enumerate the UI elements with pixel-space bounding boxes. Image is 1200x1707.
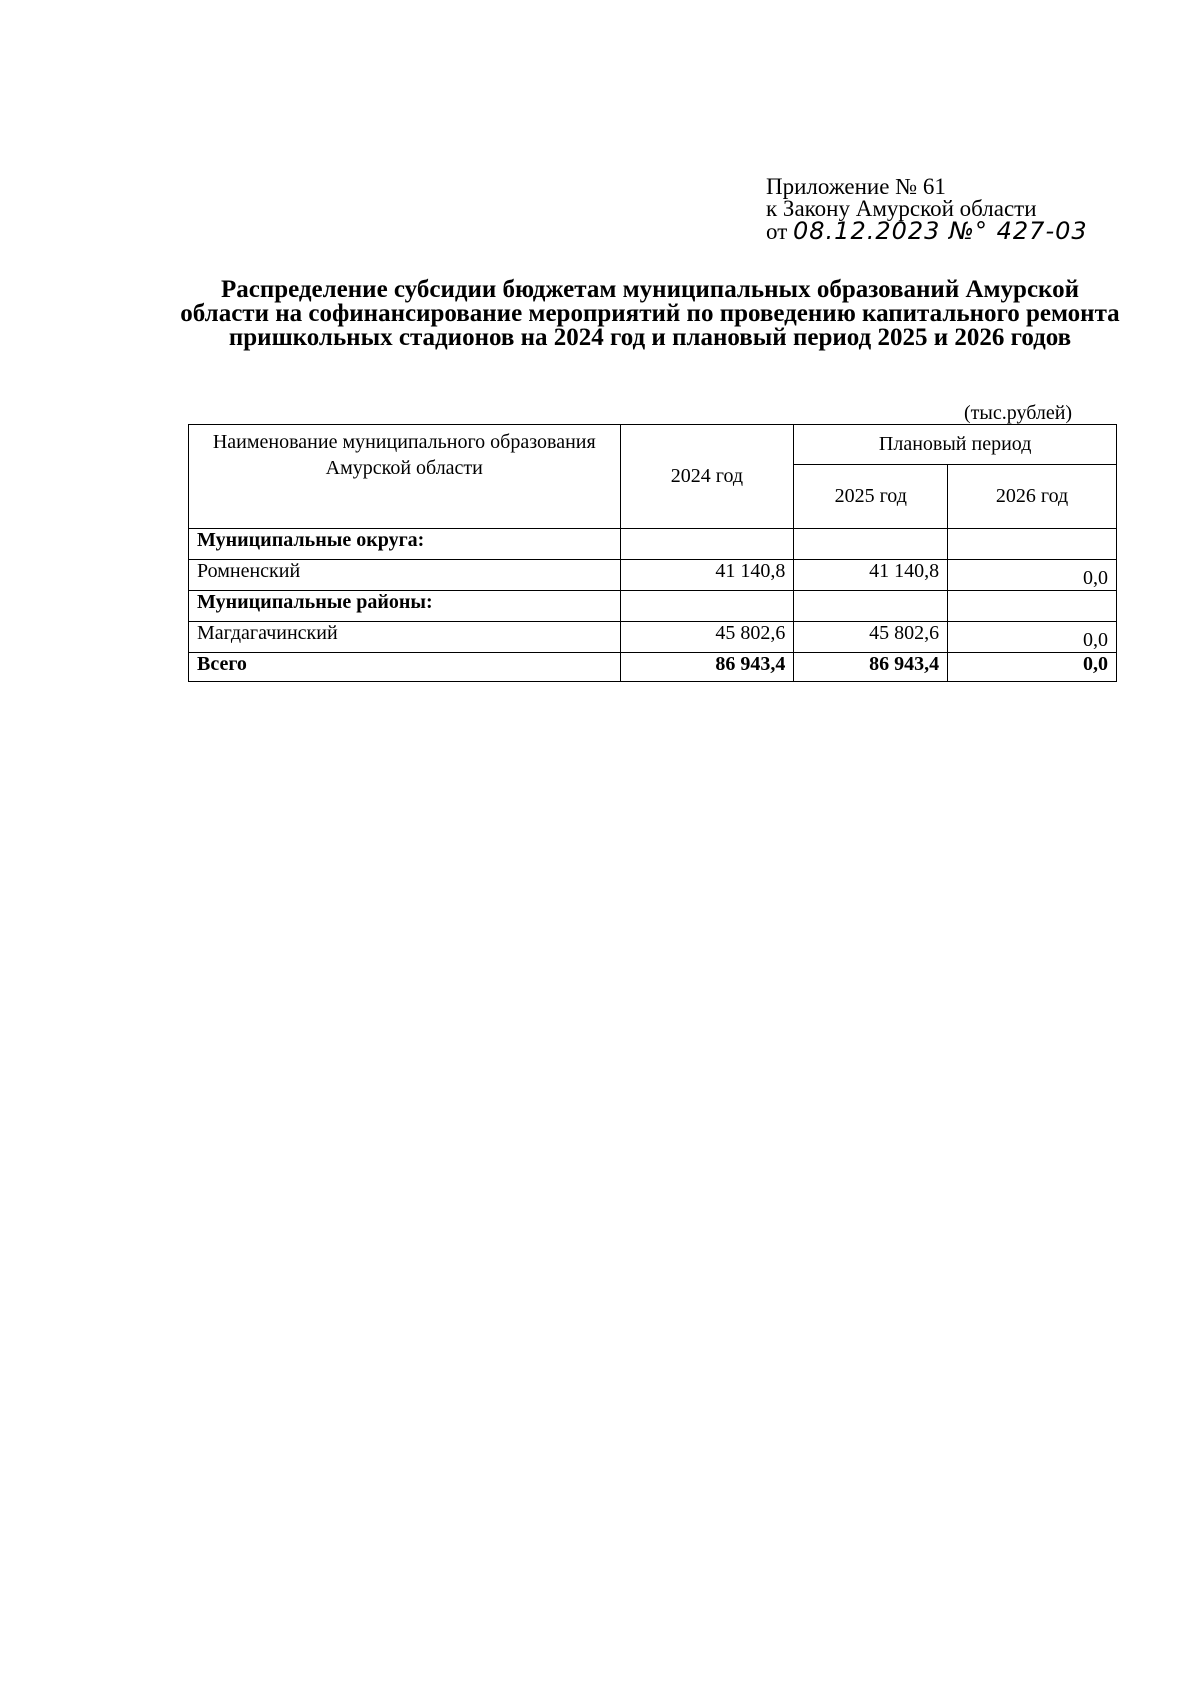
value-2026: 0,0 [948, 560, 1117, 591]
appendix-number: Приложение № 61 [766, 174, 946, 199]
section-label: Муниципальные округа: [189, 529, 621, 560]
header-plan-period: Плановый период [794, 425, 1117, 465]
section-row [189, 591, 1117, 622]
units-label: (тыс.рублей) [964, 402, 1073, 424]
section-label: Муниципальные районы: [189, 591, 621, 622]
appendix-reference [766, 176, 1088, 243]
value-2025: 41 140,8 [794, 560, 948, 591]
total-label: Всего [189, 653, 621, 682]
table-row [189, 560, 1117, 591]
appendix-date-line [766, 217, 1088, 245]
section-row [189, 529, 1117, 560]
subsidy-table [188, 424, 1117, 682]
municipality-name: Ромненский [189, 560, 621, 591]
header-2026: 2026 год [948, 465, 1117, 529]
table-header-row [189, 425, 1117, 465]
document-title: Распределение субсидии бюджетам муниципальных образований Амурской области на софинансирование мероприятий по проведению капитального ремонта пришкольных стадионов на 2024 год и плановый период 2025 и 2026 годов [180, 276, 1120, 351]
header-2024: 2024 год [620, 425, 794, 529]
header-name: Наименование муниципального образования Амурской области [189, 425, 621, 529]
total-2024: 86 943,4 [620, 653, 794, 682]
header-2025: 2025 год [794, 465, 948, 529]
value-2025: 45 802,6 [794, 622, 948, 653]
total-2025: 86 943,4 [794, 653, 948, 682]
municipality-name: Магдагачинский [189, 622, 621, 653]
value-2024: 45 802,6 [620, 622, 794, 653]
table-row [189, 622, 1117, 653]
value-2026: 0,0 [948, 622, 1117, 653]
total-row [189, 653, 1117, 682]
value-2024: 41 140,8 [620, 560, 794, 591]
handwritten-date-number: 08.12.2023 №° 427-03 [793, 217, 1088, 245]
appendix-date-prefix: от [766, 219, 788, 244]
total-2026: 0,0 [948, 653, 1117, 682]
appendix-law: к Закону Амурской области [766, 196, 1037, 221]
